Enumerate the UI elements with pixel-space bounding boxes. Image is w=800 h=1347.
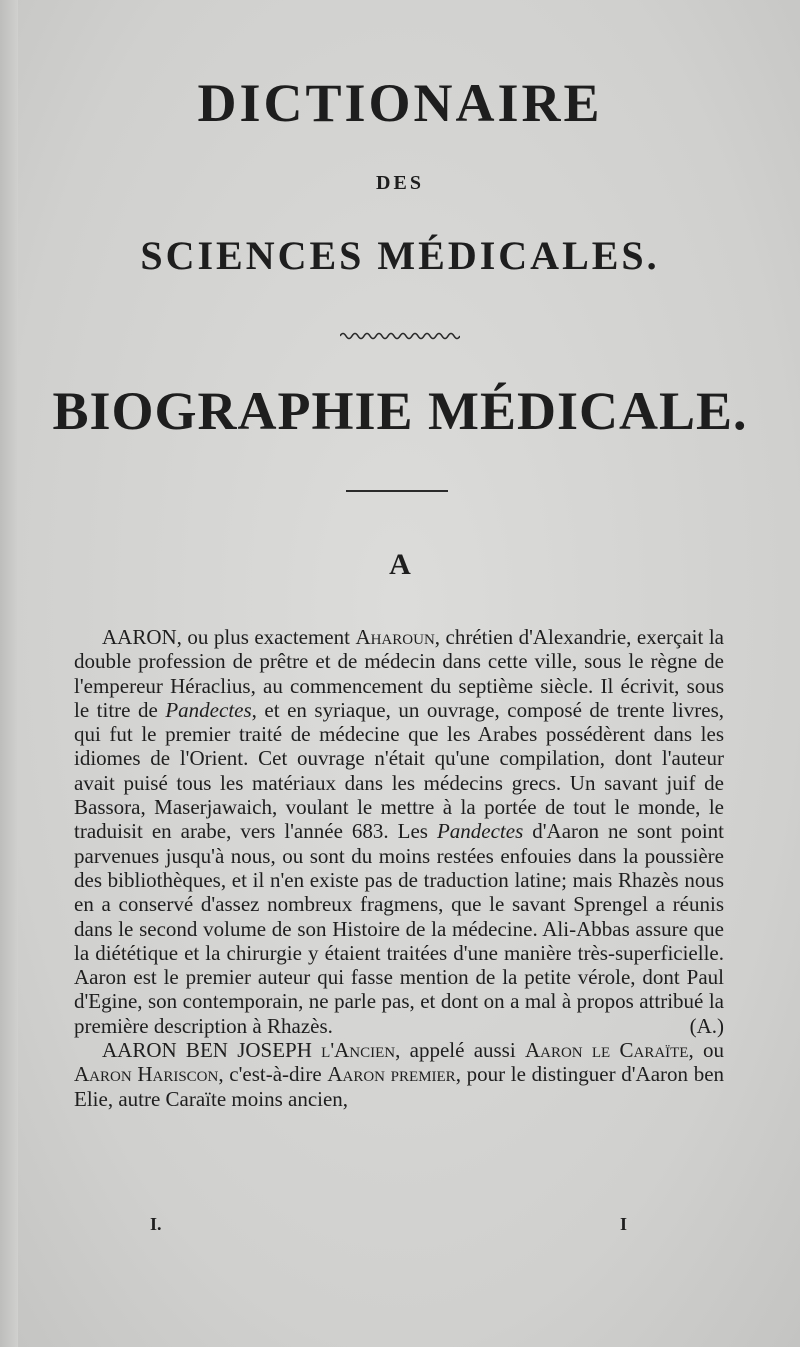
small-caps-run: Aharoun: [355, 625, 435, 649]
entry-aaron: [74, 625, 724, 1038]
ornament-divider: [340, 330, 460, 342]
entry-head: AARON: [102, 625, 177, 649]
italic-run: Pandectes: [436, 819, 524, 844]
text-run: , c'est-à-dire: [218, 1062, 328, 1087]
text-run: , et en syriaque, un ouvrage, composé de trente livres, qui fut le premier traité de médecine que les Arabes possédèrent dans les idiomes de l'Orient. Cet ouvrage n'était qu'une compilation, dont l'auteur avait puisé tous les matériaux dans les médecins grecs. Un savant juif de Bassora, Maserjawaich, voulant le mettre à la portée de tout le monde, le traduisit en arabe, vers l'année 683. Les: [74, 697, 725, 844]
signature-mark: I: [620, 1214, 628, 1234]
author-signature: (A.): [689, 1013, 724, 1038]
text-run: , ou plus exactement: [176, 625, 356, 649]
title-line-1: DICTIONAIRE: [197, 73, 603, 133]
text-run: , ou: [688, 1038, 724, 1063]
volume-number: I.: [150, 1214, 162, 1234]
entry-head: AARON BEN JOSEPH: [102, 1038, 312, 1063]
page-edge: [0, 0, 18, 1347]
title-line-3: SCIENCES MÉDICALES.: [140, 233, 660, 278]
small-caps-run: Aaron le Caraïte: [524, 1038, 689, 1063]
text-run: , chrétien d'Alexandrie, exerçait la double profession de prêtre et de médecin dans cette ville, sous le règne de l'empereur Héraclius, au commencement du septième siècle. Il écrivit, sous le titre de: [74, 625, 724, 722]
text-run: d'Aaron ne sont point parvenues jusqu'à nous, ou sont du moins restées enfouies dans la poussière des bibliothèques, et il n'en existe pas de traduction latine; mais Rhazès nous en a conservé d'assez nombreux fragmens, que le savant Sprengel a réunis dans le second volume de son Histoire de la médecine. Ali-Abbas assure que la diététique et la chirurgie y étaient traitées d'une manière très-superficielle. Aaron est le premier auteur qui fasse mention de la petite vérole, dont Paul d'Egine, son contemporain, ne parle pas, et dont on a mal à propos attribué la première description à Rhazès.: [74, 819, 724, 1038]
title-line-2: DES: [376, 172, 424, 194]
text-run: , pour le distinguer d'Aaron ben Elie, autre Caraïte moins ancien,: [74, 1062, 725, 1111]
body-text: [74, 625, 724, 1111]
text-run: , appelé aussi: [395, 1038, 525, 1063]
italic-run: Pandectes: [165, 697, 252, 722]
entry-aaron-ben-joseph: [74, 1038, 724, 1111]
divider-rule: [346, 490, 448, 492]
section-letter: A: [389, 548, 411, 581]
text-run: [312, 1038, 321, 1062]
small-caps-run: Aaron premier: [327, 1062, 456, 1087]
subtitle: BIOGRAPHIE MÉDICALE.: [52, 381, 748, 441]
small-caps-run: l'Ancien: [321, 1038, 396, 1063]
small-caps-run: Aaron Hariscon: [74, 1062, 219, 1087]
